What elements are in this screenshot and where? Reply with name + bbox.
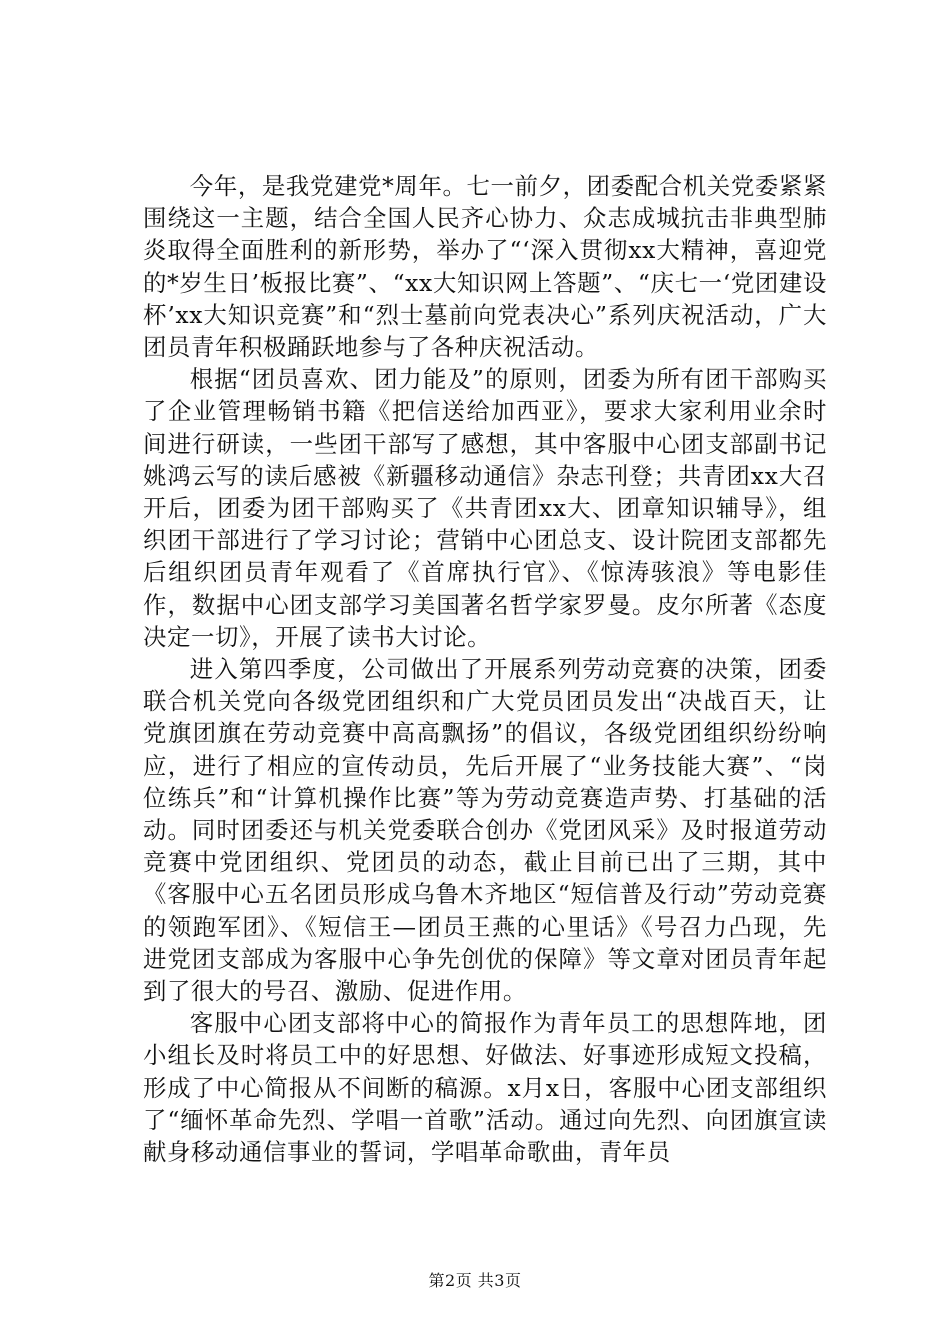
paragraph-reading-activities: 根据“团员喜欢、团力能及”的原则，团委为所有团干部购买了企业管理畅销书籍《把信送给加西亚》，要求大家利用业余时间进行研读，一些团干部写了感想，其中客服中心团支部副书记姚鸿云写的读后感被《新疆移动通信》杂志刊登；共青团xx大召开后，团委为团干部购买了《共青团xx大、团章知识辅导》，组织团干部进行了学习讨论；营销中心团总支、设计院团支部都先后组织团员青年观看了《首席执行官》、《惊涛骇浪》等电影佳作，数据中心团支部学习美国著名哲学家罗曼。皮尔所著《态度决定一切》，开展了读书大讨论。 — [143, 365, 827, 651]
body-text — [143, 170, 827, 1168]
page-footer: 第2页 共3页 — [428, 1271, 522, 1290]
paragraph-customer-service: 客服中心团支部将中心的简报作为青年员工的思想阵地，团小组长及时将员工中的好思想、好做法、好事迹形成短文投稿，形成了中心简报从不间断的稿源。x月x日，客服中心团支部组织了“缅怀革命先烈、学唱一首歌”活动。通过向先烈、向团旗宣读献身移动通信事业的誓词，学唱革命歌曲，青年员 — [143, 1009, 827, 1167]
paragraph-labor-competition: 进入第四季度，公司做出了开展系列劳动竞赛的决策，团委联合机关党向各级党团组织和广大党员团员发出“决战百天，让党旗团旗在劳动竞赛中高高飘扬”的倡议，各级党团组织纷纷响应，进行了相应的宣传动员，先后开展了“业务技能大赛”、“岗位练兵”和“计算机操作比赛”等为劳动竞赛造声势、打基础的活动。同时团委还与机关党委联合创办《党团风采》及时报道劳动竞赛中党团组织、党团员的动态，截止目前已出了三期，其中《客服中心五名团员形成乌鲁木齐地区“短信普及行动”劳动竞赛的领跑军团》、《短信王—团员王燕的心里话》《号召力凸现，先进党团支部成为客服中心争先创优的保障》等文章对团员青年起到了很大的号召、激励、促进作用。 — [143, 655, 827, 1006]
paragraph-party-anniversary: 今年，是我党建党*周年。七一前夕，团委配合机关党委紧紧围绕这一主题，结合全国人民齐心协力、众志成城抗击非典型肺炎取得全面胜利的新形势，举办了“‘深入贯彻xx大精神，喜迎党的*岁生日’板报比赛”、“xx大知识网上答题”、“庆七一‘党团建设杯’xx大知识竞赛”和“烈士墓前向党表决心”系列庆祝活动，广大团员青年积极踊跃地参与了各种庆祝活动。 — [143, 172, 827, 362]
